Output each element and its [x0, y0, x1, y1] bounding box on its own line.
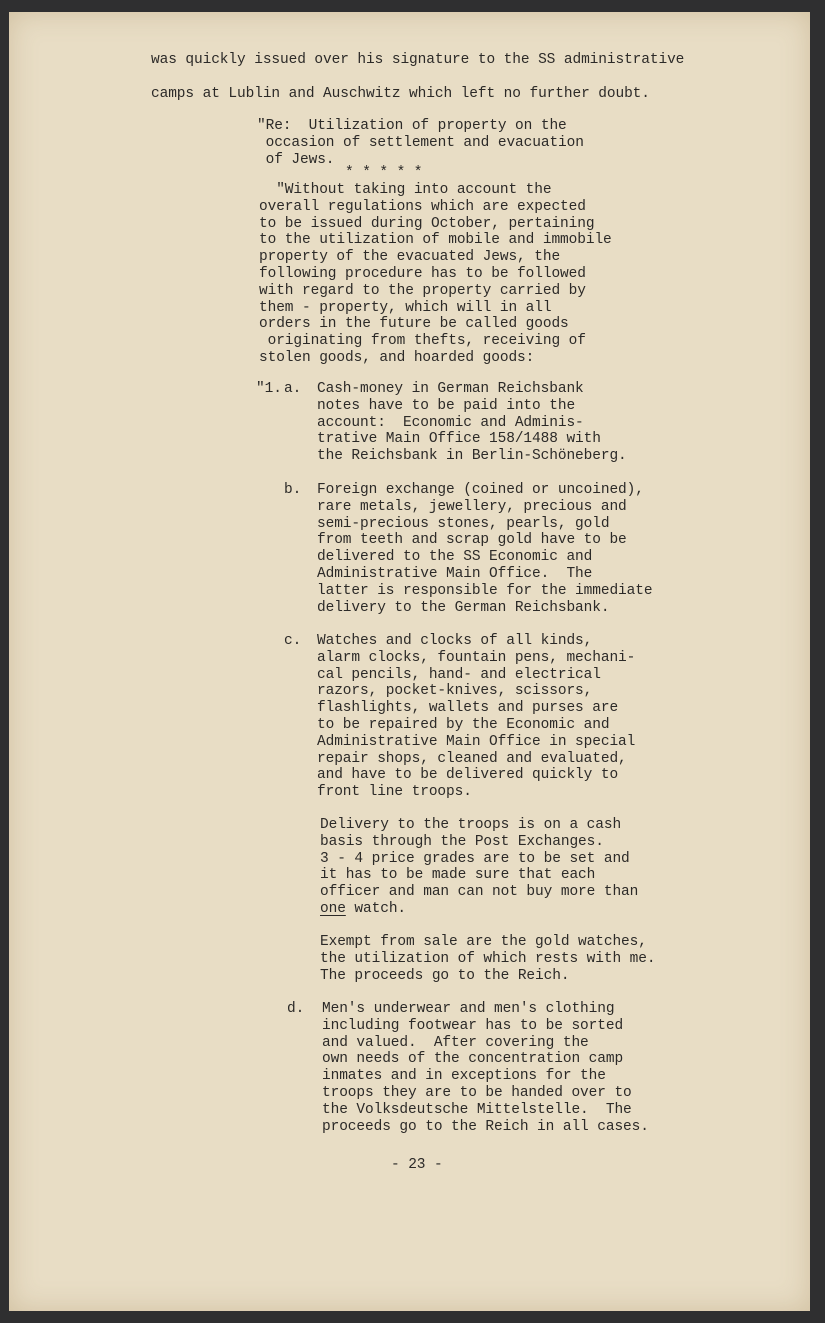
- text-line: basis through the Post Exchanges.: [320, 833, 604, 850]
- text-line: cal pencils, hand- and electrical: [317, 666, 601, 683]
- text-line: flashlights, wallets and purses are: [317, 700, 619, 717]
- text-line: camps at Lublin and Auschwitz which left no further doubt.: [151, 86, 650, 102]
- text-line: originating from thefts, receiving of: [259, 333, 586, 350]
- text-line: account: Economic and Adminis-: [317, 414, 584, 431]
- text-line: Foreign exchange (coined or uncoined),: [317, 482, 644, 498]
- text-line: was quickly issued over his signature to the SS administrative: [151, 52, 685, 68]
- text-line: the utilization of which rests with me.: [320, 950, 656, 967]
- page-number: - 23 -: [391, 1157, 443, 1173]
- item-c-exempt-paragraph: [320, 934, 655, 984]
- text-line: with regard to the property carried by: [259, 282, 586, 299]
- text-line: rare metals, jewellery, precious and: [317, 498, 627, 515]
- text-line: of Jews.: [257, 151, 335, 168]
- text-line: and valued. After covering the: [322, 1034, 589, 1051]
- text-line: to be issued during October, pertaining: [259, 215, 595, 232]
- text-line: the Volksdeutsche Mittelstelle. The: [322, 1101, 632, 1118]
- intro-paragraph: [259, 182, 612, 367]
- text-line: the Reichsbank in Berlin-Schöneberg.: [317, 448, 627, 465]
- text-line: The proceeds go to the Reich.: [320, 967, 570, 984]
- text-line: including footwear has to be sorted: [322, 1017, 624, 1034]
- text-line: and have to be delivered quickly to: [317, 767, 619, 784]
- item-number-marker: "1.: [256, 381, 282, 397]
- text-line: Administrative Main Office in special: [317, 733, 636, 750]
- text-line: to the utilization of mobile and immobile: [259, 232, 612, 249]
- text-line: Exempt from sale are the gold watches,: [320, 934, 647, 950]
- text-fragment: watch.: [345, 900, 407, 917]
- text-line: them - property, which will in all: [259, 299, 552, 316]
- text-line: latter is responsible for the immediate: [317, 582, 653, 599]
- text-line: delivery to the German Reichsbank.: [317, 599, 610, 616]
- text-line: 3 - 4 price grades are to be set and: [320, 850, 630, 867]
- item-letter-marker: a.: [284, 381, 302, 397]
- text-line: property of the evacuated Jews, the: [259, 249, 561, 266]
- item-c-delivery-paragraph: [320, 817, 638, 918]
- text-line: from teeth and scrap gold have to be: [317, 532, 627, 549]
- text-line: delivered to the SS Economic and: [317, 549, 593, 566]
- text-line: Administrative Main Office. The: [317, 565, 593, 582]
- text-line: [320, 901, 638, 918]
- text-line: razors, pocket-knives, scissors,: [317, 683, 593, 700]
- text-line: "Without taking into account the: [259, 182, 552, 198]
- text-line: overall regulations which are expected: [259, 198, 586, 215]
- text-line: front line troops.: [317, 784, 472, 801]
- text-line: semi-precious stones, pearls, gold: [317, 515, 610, 532]
- text-line: notes have to be paid into the: [317, 397, 576, 414]
- text-line: proceeds go to the Reich in all cases.: [322, 1118, 649, 1135]
- text-line: officer and man can not buy more than: [320, 884, 639, 901]
- item-d-paragraph: [322, 1001, 649, 1135]
- item-b-paragraph: [317, 482, 652, 616]
- item-a-paragraph: [317, 381, 627, 465]
- text-line: Delivery to the troops is on a cash: [320, 817, 622, 833]
- text-line: trative Main Office 158/1488 with: [317, 431, 601, 448]
- text-line: repair shops, cleaned and evaluated,: [317, 750, 627, 767]
- subject-block: [257, 118, 584, 168]
- item-letter-marker: c.: [284, 633, 302, 649]
- text-line: to be repaired by the Economic and: [317, 716, 610, 733]
- item-c-paragraph: [317, 633, 635, 801]
- text-line: occasion of settlement and evacuation: [257, 134, 584, 151]
- text-line: troops they are to be handed over to: [322, 1084, 632, 1101]
- text-line: it has to be made sure that each: [320, 867, 596, 884]
- text-line: stolen goods, and hoarded goods:: [259, 349, 535, 366]
- text-line: Watches and clocks of all kinds,: [317, 633, 593, 649]
- text-line: following procedure has to be followed: [259, 265, 586, 282]
- item-letter-marker: d.: [287, 1001, 305, 1017]
- text-line: inmates and in exceptions for the: [322, 1068, 606, 1085]
- document-page: [9, 12, 810, 1311]
- text-line: alarm clocks, fountain pens, mechani-: [317, 649, 636, 666]
- text-line: own needs of the concentration camp: [322, 1051, 624, 1068]
- text-line: orders in the future be called goods: [259, 316, 569, 333]
- item-letter-marker: b.: [284, 482, 302, 498]
- separator-stars: * * * * *: [345, 165, 423, 181]
- text-line: "Re: Utilization of property on the: [257, 118, 567, 134]
- text-line: Cash-money in German Reichsbank: [317, 381, 584, 397]
- underlined-word: one: [320, 900, 346, 917]
- text-line: Men's underwear and men's clothing: [322, 1001, 615, 1017]
